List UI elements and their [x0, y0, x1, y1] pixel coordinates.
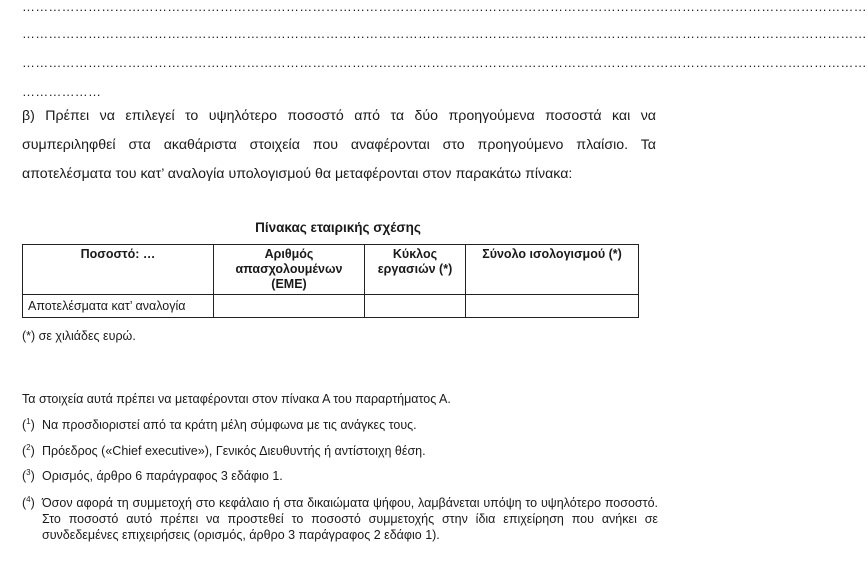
cell-employees — [214, 295, 365, 318]
dotted-line-4: ……………… — [22, 84, 102, 99]
footnote-mark: 4 — [26, 494, 31, 504]
footnote-mark: 1 — [26, 416, 31, 426]
row-label: Αποτελέσματα κατ’ αναλογία — [23, 295, 214, 318]
partnership-table — [22, 244, 639, 318]
cell-turnover — [365, 295, 466, 318]
table-header-row — [23, 245, 639, 295]
footnote-text: Όσον αφορά τη συμμετοχή στο κεφάλαιο ή στα δικαιώματα ψήφου, λαμβάνεται υπόψη το υψηλότερο ποσοστό. Στο ποσοστό αυτό πρέπει να προστεθεί το ποσοστό συμμετοχής στην ίδια επιχείρηση που ανήκει σε συνδεδεμένες επιχειρήσεις (ορισμός, άρθρο 3 παράγραφος 2 εδάφιο 1). — [42, 496, 658, 542]
header-employees: Αριθμός απασχολουμένων (ΕΜΕ) — [214, 245, 365, 295]
header-turnover: Κύκλος εργασιών (*) — [365, 245, 466, 295]
footnote-text: Ορισμός, άρθρο 6 παράγραφος 3 εδάφιο 1. — [42, 469, 283, 483]
dotted-line-3: ………………………………………………………………………………………………………………………………………………………………………… — [22, 55, 867, 70]
table-row — [23, 295, 639, 318]
footnote-2: ($^2$) Πρόεδρος («Chief executive»), Γενικός Διευθυντής ή αντίστοιχη θέση. — [22, 443, 658, 459]
footnote-mark: 3 — [26, 467, 31, 477]
footnote-text: Να προσδιοριστεί από τα κράτη μέλη σύμφωνα με τις ανάγκες τους. — [42, 418, 417, 432]
footnote-mark: 2 — [26, 442, 31, 452]
footnote-4: ($^4$) Όσον αφορά τη συμμετοχή στο κεφάλαιο ή στα δικαιώματα ψήφου, λαμβάνεται υπόψη το υψηλότερο ποσοστό. Στο ποσοστό αυτό πρέπει να προστεθεί το ποσοστό συμμετοχής στην ίδια επιχείρηση που ανήκει σε συνδεδεμένες επιχειρήσεις (ορισμός, άρθρο 3 παράγραφος 2 εδάφιο 1). — [22, 494, 658, 542]
footnote-text: Πρόεδρος («Chief executive»), Γενικός Διευθυντής ή αντίστοιχη θέση. — [42, 444, 426, 458]
footnote-3: ($^3$) Ορισμός, άρθρο 6 παράγραφος 3 εδάφιο 1. — [22, 468, 658, 484]
table-footnote: (*) σε χιλιάδες ευρώ. — [22, 329, 136, 343]
cell-balance-sheet — [466, 295, 639, 318]
footnote-1: ($^1$) Να προσδιοριστεί από τα κράτη μέλη σύμφωνα με τις ανάγκες τους. — [22, 417, 658, 433]
paragraph-b: β) Πρέπει να επιλεγεί το υψηλότερο ποσοστό από τα δύο προηγούμενα ποσοστά και να συμπεριληφθεί στα ακαθάριστα στοιχεία που αναφέρονται στο προηγούμενο πλαίσιο. Τα αποτελέσματα του κατ’ αναλογία υπολογισμού θα μεταφέρονται στον παρακάτω πίνακα: — [22, 108, 656, 182]
header-percentage: Ποσοστό: … — [23, 245, 214, 295]
dotted-line-1: ………………………………………………………………………………………………………………………………………………………………………… — [22, 0, 867, 14]
transfer-note: Τα στοιχεία αυτά πρέπει να μεταφέρονται στον πίνακα Α του παραρτήματος Α. — [22, 392, 451, 406]
header-balance-sheet: Σύνολο ισολογισμού (*) — [466, 245, 639, 295]
dotted-line-2: ………………………………………………………………………………………………………………………………………………………………………… — [22, 26, 867, 41]
table-title: Πίνακας εταιρικής σχέσης — [255, 220, 421, 235]
